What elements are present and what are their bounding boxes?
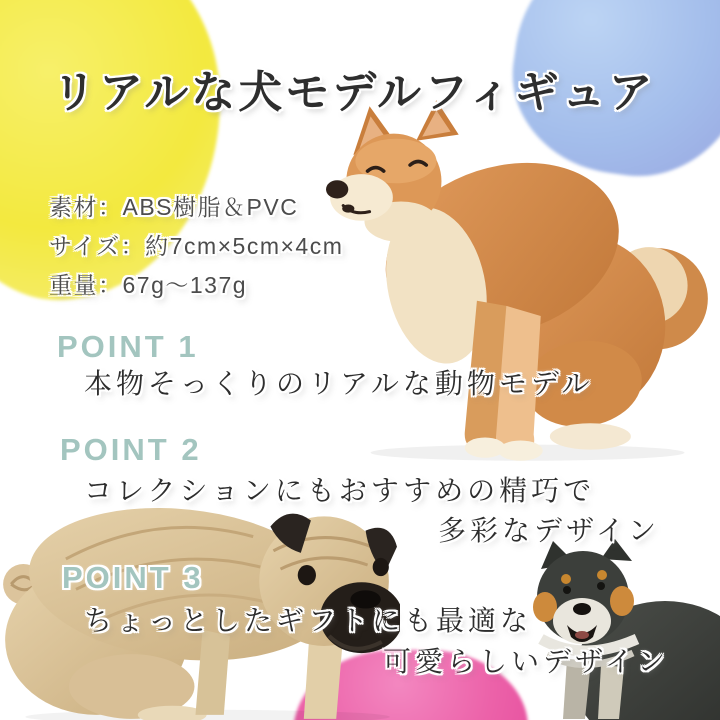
shiba-inu-figurine-photo	[325, 98, 720, 463]
black-shiba-figurine-photo	[505, 538, 720, 720]
spec-size: サイズ：約7cm×5cm×4cm	[49, 233, 344, 259]
spec-weight: 重量：67g〜137g	[49, 272, 248, 298]
page-title: リアルな犬モデルフィギュア	[52, 68, 656, 117]
point3-text-line1: ちょっとしたギフトにも最適な	[84, 605, 533, 636]
point2-text-line1: コレクションにもおすすめの精巧で	[84, 475, 596, 506]
point2-heading: POINT 2	[60, 432, 202, 467]
point2-text-line2: 多彩なデザイン	[438, 515, 661, 546]
point3-text-line2: 可愛らしいデザイン	[383, 646, 670, 677]
point3-heading: POINT 3	[62, 560, 204, 595]
spec-material: 素材：ABS樹脂＆PVC	[49, 194, 299, 220]
point1-text: 本物そっくりのリアルな動物モデル	[84, 368, 594, 399]
point1-heading: POINT 1	[57, 329, 199, 364]
